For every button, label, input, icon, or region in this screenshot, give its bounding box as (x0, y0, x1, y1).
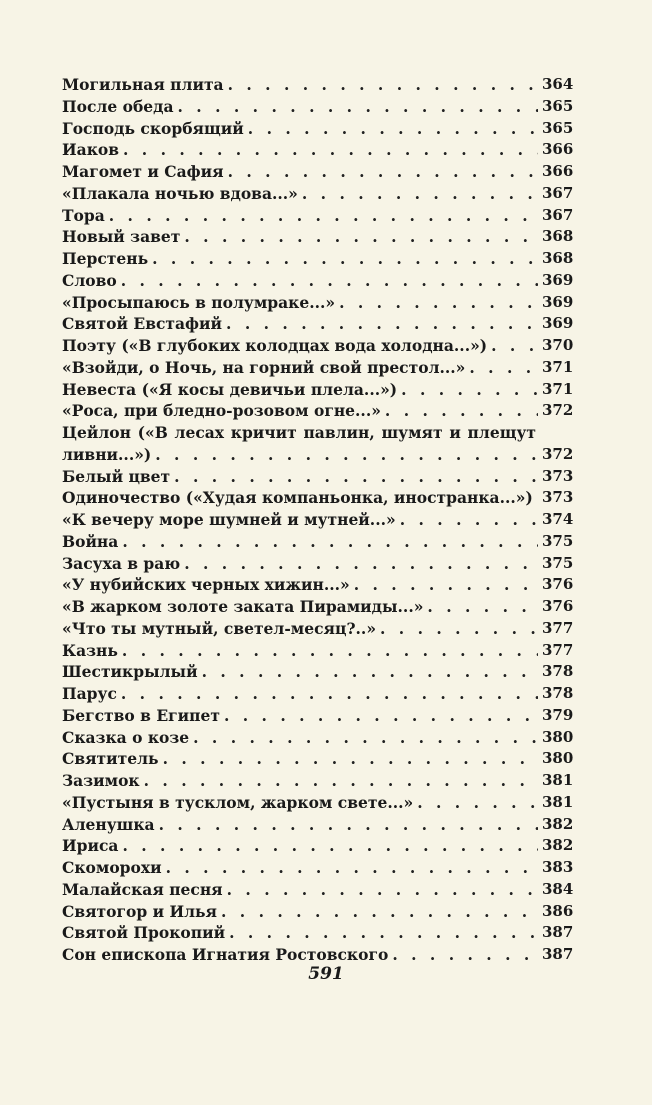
toc-entry-title-continued: ливни...») (62, 444, 152, 464)
toc-entry-page: 371 (542, 357, 574, 376)
toc-entry-title: «Роса, при бледно-розовом огне...» (62, 401, 381, 421)
toc-entry-page: 372 (542, 401, 574, 420)
toc-entry (62, 727, 572, 749)
toc-entry (62, 226, 572, 248)
toc-entry-page: 372 (542, 444, 574, 463)
toc-entry-page: 378 (542, 662, 574, 681)
toc-entry (62, 248, 572, 270)
toc-entry-page: 373 (542, 466, 574, 485)
toc-entry (62, 139, 572, 161)
dot-leader (163, 748, 538, 770)
dot-leader (155, 444, 538, 466)
toc-entry-page: 382 (542, 836, 574, 855)
dot-leader (178, 96, 538, 118)
toc-entry (62, 879, 572, 901)
toc-entry-title: Святогор и Илья (62, 901, 218, 921)
dot-leader (174, 466, 538, 488)
dot-leader (302, 183, 538, 205)
toc-entry (62, 857, 572, 879)
toc-entry-page: 367 (542, 183, 574, 202)
toc-entry-title: Поэту («В глубоких колодцах вода холодна...») (62, 336, 488, 355)
toc-entry-page: 377 (542, 618, 574, 637)
dot-leader (385, 400, 538, 422)
toc-entry-title: Иаков (62, 140, 119, 160)
dot-leader (469, 357, 538, 379)
toc-entry-title: «Пустыня в тусклом, жарком свете...» (62, 792, 414, 812)
toc-entry (62, 335, 572, 357)
dot-leader (166, 857, 538, 879)
toc-entry-title: Господь скорбящий (62, 118, 244, 138)
toc-entry-page: 376 (542, 575, 574, 594)
toc-entry (62, 466, 572, 488)
toc-entry-page: 375 (542, 553, 574, 572)
dot-leader (184, 226, 538, 248)
toc-entry-title: Новый завет (62, 227, 181, 247)
toc-entry-title: Перстень (62, 249, 149, 268)
dot-leader (144, 770, 538, 792)
toc-entry (62, 74, 572, 96)
toc-entry (62, 661, 572, 683)
dot-leader (417, 792, 538, 814)
toc-entry-page: 379 (542, 705, 574, 724)
toc-entry-page: 381 (542, 771, 574, 789)
toc-entry (62, 574, 572, 596)
toc-entry (62, 357, 572, 379)
dot-leader (248, 118, 538, 140)
toc-entry-title: «К вечеру море шумней и мутней...» (62, 510, 396, 529)
dot-leader (221, 901, 538, 923)
dot-leader (193, 727, 538, 749)
dot-leader (401, 379, 538, 401)
toc-entry-page: 386 (542, 901, 574, 920)
dot-leader (354, 574, 538, 596)
toc-entry (62, 379, 572, 401)
toc-entry-title: Цейлон («В лесах кричит павлин, шумят и плещут (62, 423, 536, 442)
toc-entry (62, 618, 572, 640)
toc-entry (62, 270, 572, 292)
toc-entry-title: Аленушка (62, 814, 155, 834)
dot-leader (109, 205, 538, 227)
toc-entry-page: 365 (542, 96, 574, 115)
toc-entry-page: 382 (542, 814, 574, 833)
dot-leader (380, 618, 538, 640)
dot-leader (339, 292, 538, 314)
dot-leader (392, 944, 538, 966)
toc-entry (62, 531, 572, 553)
toc-entry-title: Одиночество («Худая компаньонка, иностранка...») (62, 488, 533, 508)
toc-entry (62, 944, 572, 966)
toc-entry-page: 374 (542, 510, 574, 528)
dot-leader (121, 270, 538, 292)
toc-entry-title: Малайская песня (62, 879, 223, 899)
toc-entry (62, 640, 572, 662)
toc-entry-title: Магомет и Сафия (62, 162, 224, 181)
toc-entry (62, 400, 572, 422)
dot-leader (159, 814, 538, 836)
toc-entry-title: «У нубийских черных хижин...» (62, 575, 350, 595)
dot-leader (228, 161, 538, 183)
toc-entry-title: Скоморохи (62, 858, 162, 877)
toc-entry-page: 383 (542, 858, 574, 876)
dot-leader (537, 487, 538, 509)
toc-entry-title: «Взойди, о Ночь, на горний свой престол...» (62, 357, 466, 377)
toc-entry-title: Невеста («Я косы девичьи плела...») (62, 379, 398, 399)
toc-entry-page: 387 (542, 945, 574, 963)
toc-entry-title: Парус (62, 684, 117, 703)
toc-entry (62, 183, 572, 205)
dot-leader (123, 139, 538, 161)
toc-entry-title: Святитель (62, 749, 159, 769)
toc-entry-title: «В жарком золоте заката Пирамиды...» (62, 597, 424, 616)
toc-entry-page: 370 (542, 336, 574, 354)
toc-entry-title: Тора (62, 205, 105, 225)
toc-entry-page: 365 (542, 118, 574, 137)
toc-entry (62, 96, 572, 118)
toc-entry-title: Ириса (62, 836, 119, 856)
dot-leader (228, 74, 538, 96)
toc-entry-page: 376 (542, 597, 574, 615)
toc-entry (62, 487, 572, 509)
toc-entry-page: 368 (542, 249, 574, 267)
toc-entry-page: 367 (542, 205, 574, 224)
dot-leader (427, 596, 538, 618)
toc-entry (62, 901, 572, 923)
toc-entry-title: Могильная плита (62, 75, 224, 94)
toc-entry (62, 205, 572, 227)
dot-leader (121, 683, 538, 705)
toc-entry (62, 161, 572, 183)
toc-entry (62, 313, 572, 335)
page-number: 591 (308, 964, 344, 984)
toc-entry-title: Шестикрылый (62, 662, 198, 682)
dot-leader (229, 922, 538, 944)
dot-leader (227, 879, 538, 901)
toc-entry-title: Белый цвет (62, 466, 171, 486)
toc-entry-title: Казнь (62, 640, 118, 660)
toc-entry (62, 835, 572, 857)
toc-entry-page: 369 (542, 292, 574, 311)
toc-entry-page: 378 (542, 684, 574, 702)
toc-entry-title: Сказка о козе (62, 727, 190, 747)
toc-entry (62, 509, 572, 531)
toc-entry-title: Святой Евстафий (62, 314, 223, 334)
dot-leader (122, 531, 538, 553)
toc-entry-page: 387 (542, 923, 574, 942)
toc-entry-title: После обеда (62, 96, 174, 116)
toc-entry-title: Слово (62, 270, 117, 290)
toc-entry-page: 373 (542, 488, 574, 507)
toc-entry-title: «Плакала ночью вдова...» (62, 183, 298, 203)
toc-entry (62, 596, 572, 618)
toc-entry (62, 118, 572, 140)
toc-entry-title: «Что ты мутный, светел-месяц?..» (62, 618, 377, 638)
toc-entry-page: 384 (542, 879, 574, 898)
toc-entry-title: Засуха в раю (62, 553, 181, 573)
toc-entry (62, 748, 572, 770)
toc-entry-page: 377 (542, 640, 574, 659)
toc-entry (62, 922, 572, 944)
dot-leader (122, 835, 538, 857)
dot-leader (224, 705, 538, 727)
toc-entry (62, 792, 572, 814)
toc-entry-title: Война (62, 531, 119, 551)
toc-entry (62, 705, 572, 727)
toc-entry (62, 292, 572, 314)
toc-entry (62, 422, 572, 466)
toc-entry-page: 375 (542, 531, 574, 550)
toc-entry-page: 369 (542, 270, 574, 289)
toc-entry (62, 683, 572, 705)
toc-entry-title: «Просыпаюсь в полумраке...» (62, 292, 336, 312)
dot-leader (400, 509, 538, 531)
toc-entry (62, 553, 572, 575)
toc-entry-page: 368 (542, 227, 574, 246)
toc-entry (62, 814, 572, 836)
dot-leader (152, 248, 538, 270)
toc-entry-title: Сон епископа Игнатия Ростовского (62, 945, 389, 964)
toc-entry-page: 364 (542, 75, 574, 93)
toc-entry-title: Бегство в Египет (62, 705, 220, 725)
dot-leader (122, 640, 538, 662)
dot-leader (491, 335, 538, 357)
toc-entry-page: 380 (542, 749, 574, 768)
toc-entry-page: 380 (542, 727, 574, 746)
toc-entry-title: Зазимок (62, 771, 140, 790)
toc-entry-page: 371 (542, 379, 574, 398)
dot-leader (226, 313, 538, 335)
dot-leader (202, 661, 538, 683)
table-of-contents (62, 74, 572, 966)
dot-leader (184, 553, 538, 575)
toc-entry-page: 366 (542, 162, 574, 180)
toc-entry-page: 381 (542, 792, 574, 811)
toc-entry (62, 770, 572, 792)
toc-entry-page: 369 (542, 314, 574, 333)
toc-entry-page: 366 (542, 140, 574, 159)
toc-entry-title: Святой Прокопий (62, 923, 226, 943)
